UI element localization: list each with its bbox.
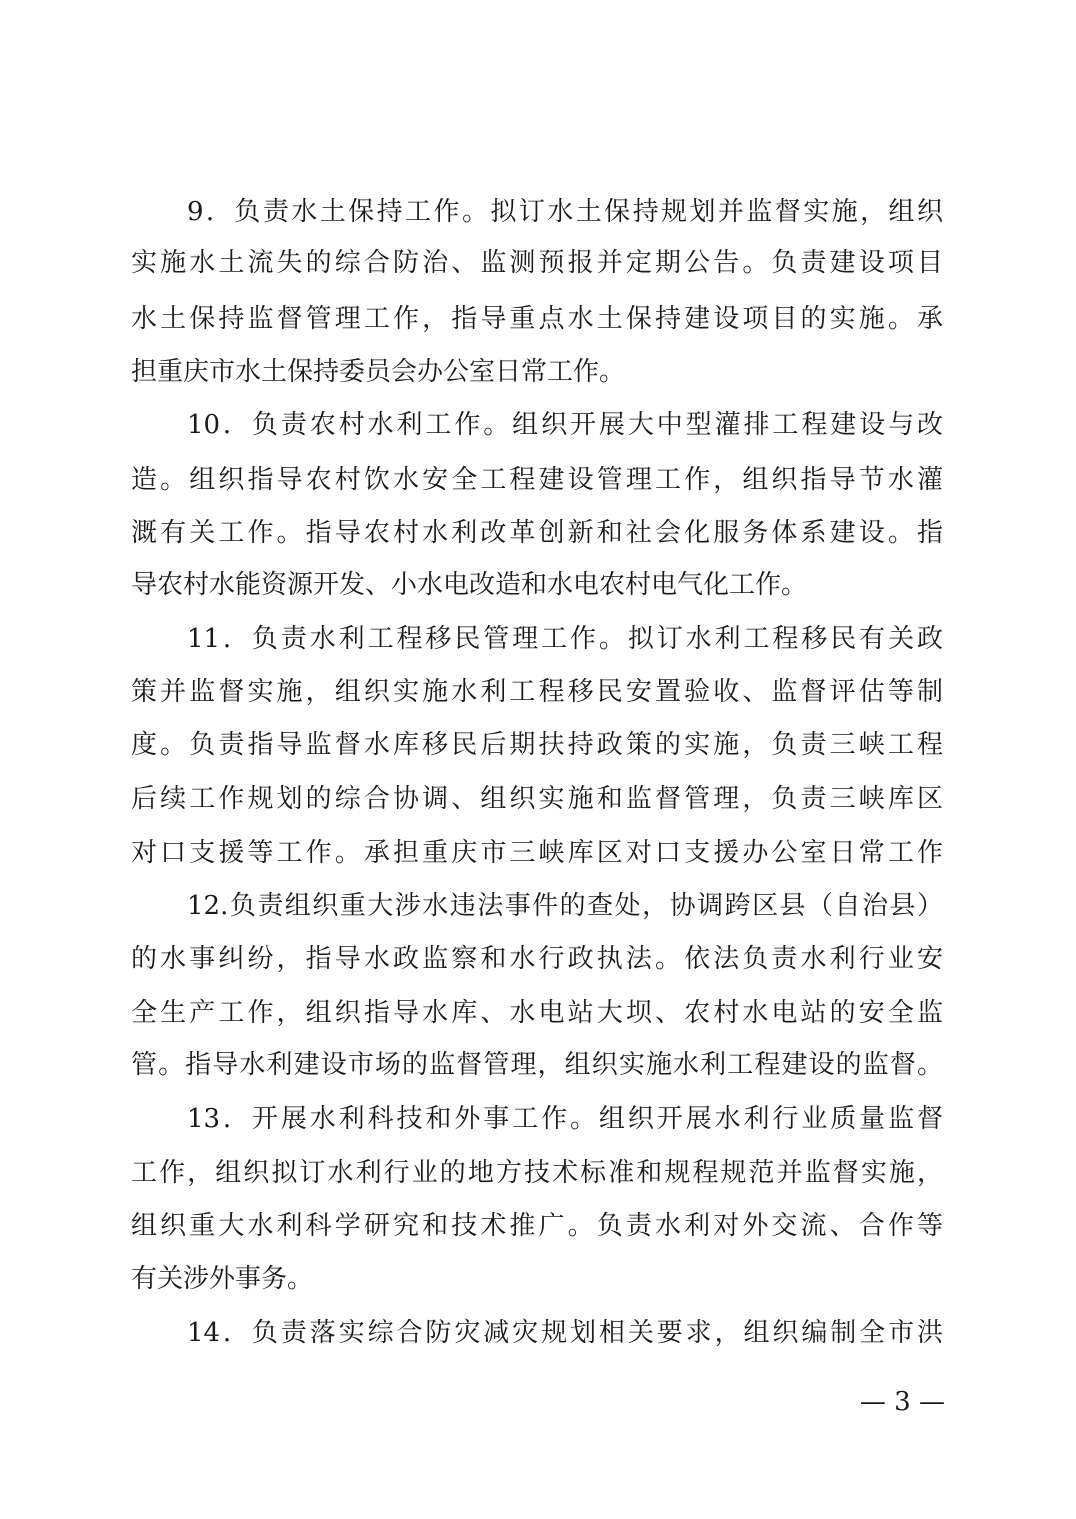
- paragraph-10-line-2: 造。组织指导农村饮水安全工程建设管理工作，组织指导节水灌: [131, 465, 943, 495]
- paragraph-12-line-4: 管。指导水利建设市场的监督管理，组织实施水利工程建设的监督。: [131, 1050, 943, 1080]
- paragraph-10-line-4: 导农村水能资源开发、小水电改造和水电农村电气化工作。: [131, 570, 808, 600]
- paragraph-12-line-3: 全生产工作，组织指导水库、水电站大坝、农村水电站的安全监: [131, 998, 943, 1028]
- paragraph-13-line-3: 组织重大水利科学研究和技术推广。负责水利对外交流、合作等: [131, 1211, 943, 1241]
- paragraph-9-line-4: 担重庆市水土保持委员会办公室日常工作。: [131, 357, 626, 387]
- paragraph-10-line-3: 溉有关工作。指导农村水利改革创新和社会化服务体系建设。指: [131, 518, 943, 548]
- paragraph-9-line-1: 9．负责水土保持工作。拟订水土保持规划并监督实施，组织: [187, 197, 943, 227]
- paragraph-11-line-3: 度。负责指导监督水库移民后期扶持政策的实施，负责三峡工程: [131, 730, 943, 760]
- paragraph-11-line-1: 11．负责水利工程移民管理工作。拟订水利工程移民有关政: [187, 624, 943, 654]
- paragraph-11-line-5: 对口支援等工作。承担重庆市三峡库区对口支援办公室日常工作: [131, 838, 943, 868]
- paragraph-12-line-2: 的水事纠纷，指导水政监察和水行政执法。依法负责水利行业安: [131, 944, 943, 974]
- paragraph-9-line-3: 水土保持监督管理工作，指导重点水土保持建设项目的实施。承: [131, 304, 943, 334]
- paragraph-13-line-4: 有关涉外事务。: [131, 1264, 314, 1294]
- paragraph-14-line-1: 14．负责落实综合防灾减灾规划相关要求，组织编制全市洪: [187, 1318, 943, 1348]
- paragraph-13-line-1: 13．开展水利科技和外事工作。组织开展水利行业质量监督: [187, 1104, 943, 1134]
- paragraph-9-line-2: 实施水土流失的综合防治、监测预报并定期公告。负责建设项目: [131, 248, 943, 278]
- paragraph-13-line-2: 工作，组织拟订水利行业的地方技术标准和规程规范并监督实施，: [131, 1158, 943, 1188]
- page-number: — 3 —: [859, 1387, 945, 1417]
- paragraph-10-line-1: 10．负责农村水利工作。组织开展大中型灌排工程建设与改: [187, 410, 943, 440]
- paragraph-11-line-2: 策并监督实施，组织实施水利工程移民安置验收、监督评估等制: [131, 677, 943, 707]
- paragraph-11-line-4: 后续工作规划的综合协调、组织实施和监督管理，负责三峡库区: [131, 784, 943, 814]
- paragraph-12-line-1: 12.负责组织重大涉水违法事件的查处，协调跨区县（自治县）: [187, 891, 943, 921]
